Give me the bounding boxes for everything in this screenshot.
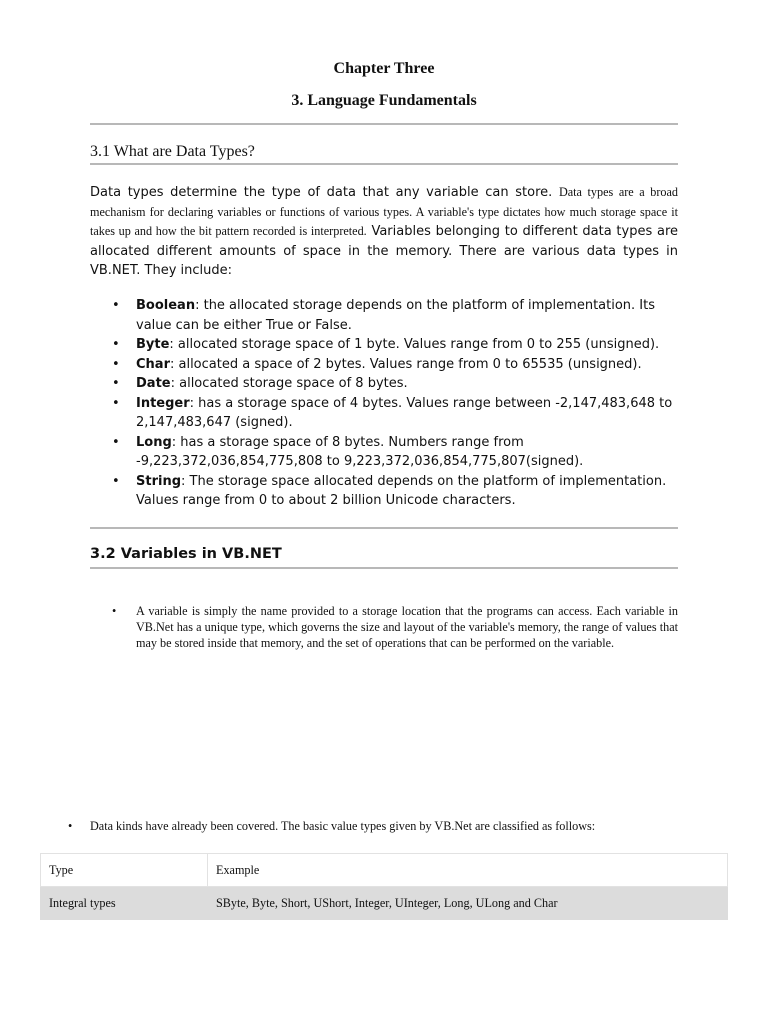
- para-part-b: Data types are a broad mechanism for declaring variables or functions of various types. A variable's type dictates how much storage space it takes up and how the bit pattern recorded is interpreted.: [90, 185, 678, 239]
- header-type: Type: [41, 854, 208, 887]
- type-desc: : allocated storage space of 8 bytes.: [170, 376, 408, 391]
- variable-bullet-text: A variable is simply the name provided to a storage location that the programs can access. Each variable in VB.Net has a unique type, which governs the size and layout of the variable's memory, the range of values that may be stored inside that memory, and the set of operations that can be performed on the variable.: [136, 604, 678, 651]
- data-kinds-text: Data kinds have already been covered. The basic value types given by VB.Net are classified as follows:: [90, 819, 596, 833]
- list-item-char: [90, 355, 678, 375]
- header-example: Example: [208, 854, 728, 887]
- divider-3-1: [90, 163, 678, 165]
- type-desc: : allocated a space of 2 bytes. Values range from 0 to 65535 (unsigned).: [169, 356, 642, 372]
- para-part-a: Data types determine the type of data that any variable can store.: [90, 185, 559, 200]
- data-types-paragraph: [90, 183, 678, 281]
- type-name: Byte: [136, 337, 170, 352]
- type-desc: : The storage space allocated depends on the platform of implementation. Values range from 0 to about 2 billion Unicode characters.: [136, 473, 667, 508]
- chapter-title: Chapter Three: [333, 60, 435, 77]
- type-name: Date: [136, 376, 171, 391]
- table-row: [41, 887, 728, 920]
- divider-top: [90, 123, 678, 125]
- type-name: Boolean: [136, 298, 196, 313]
- type-name: Integer: [136, 395, 190, 411]
- list-item-long: [90, 433, 678, 472]
- section-title: 3. Language Fundamentals: [291, 92, 477, 109]
- heading-3-1: 3.1 What are Data Types?: [90, 143, 255, 160]
- type-name: String: [136, 473, 182, 489]
- type-name: Long: [136, 434, 172, 450]
- data-types-list: [90, 296, 678, 511]
- divider-3-2: [90, 567, 678, 569]
- list-item-date: [90, 374, 678, 394]
- list-item-string: [90, 472, 678, 511]
- cell-example: SByte, Byte, Short, UShort, Integer, UInteger, Long, ULong and Char: [208, 887, 728, 920]
- list-item-integer: [90, 394, 678, 433]
- type-desc: : has a storage space of 4 bytes. Values range between -2,147,483,648 to 2,147,483,647 (signed).: [136, 395, 673, 430]
- type-desc: : the allocated storage depends on the platform of implementation. Its value can be either True or False.: [136, 298, 656, 333]
- data-kinds-bullet: [68, 819, 595, 834]
- para-part-c: Variables belonging to different data types are allocated different amounts of space in the memory. There are various data types in VB.NET. They include:: [90, 224, 678, 279]
- list-item-byte: [90, 335, 678, 355]
- list-item-boolean: [90, 296, 678, 335]
- divider-before-3-2: [90, 527, 678, 529]
- bullet-dot: •: [112, 604, 117, 618]
- type-name: Char: [136, 356, 170, 372]
- variable-bullet: [90, 603, 678, 652]
- type-desc: : allocated storage space of 1 byte. Values range from 0 to 255 (unsigned).: [169, 337, 660, 352]
- type-desc: : has a storage space of 8 bytes. Numbers range from -9,223,372,036,854,775,808 to 9,223,372,036,854,775,807(signed).: [136, 434, 584, 469]
- bullet-dot: •: [68, 819, 73, 833]
- table-header-row: [41, 854, 728, 887]
- cell-type: Integral types: [41, 887, 208, 920]
- value-types-table: [40, 853, 728, 920]
- heading-3-2: 3.2 Variables in VB.NET: [90, 546, 282, 562]
